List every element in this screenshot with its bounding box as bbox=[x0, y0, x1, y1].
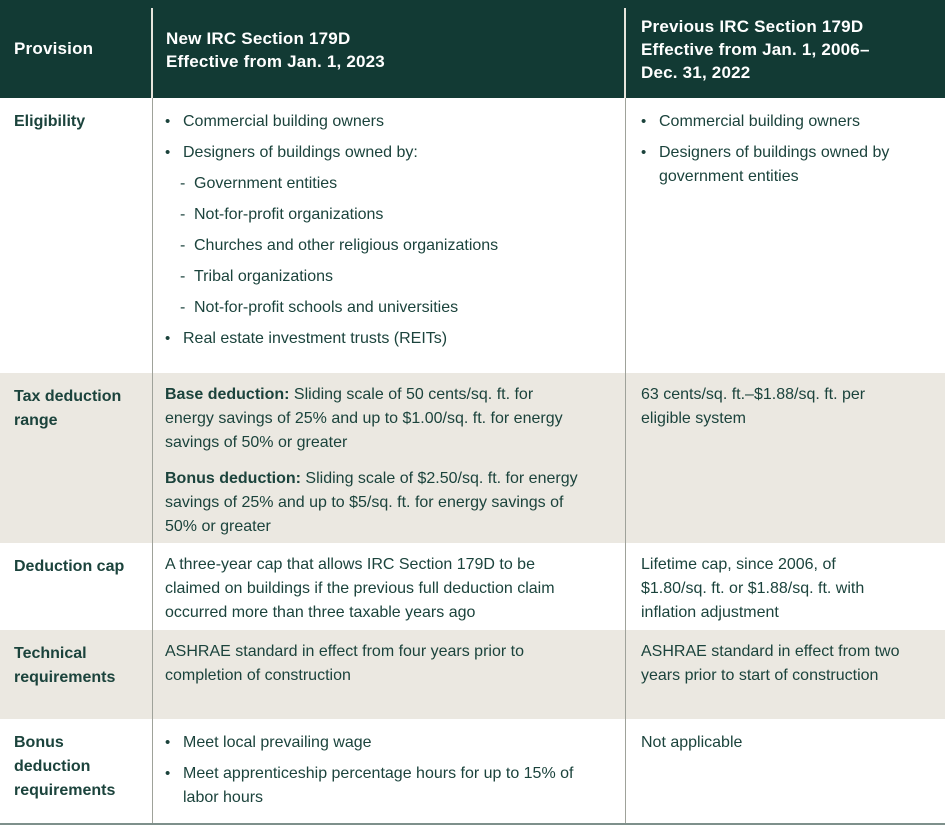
list-item-text: Meet local prevailing wage bbox=[183, 734, 372, 751]
cell-new-deduction-cap bbox=[152, 543, 625, 630]
dash-icon: - bbox=[180, 237, 186, 254]
list-item-text: Commercial building owners bbox=[183, 113, 384, 130]
bullet-icon: • bbox=[165, 144, 171, 161]
cell-prev-eligibility bbox=[625, 98, 945, 373]
bonus-requirements-list bbox=[165, 731, 579, 810]
list-item-text: Government entities bbox=[194, 175, 338, 192]
list-item bbox=[165, 762, 579, 810]
header-column-separator bbox=[624, 8, 626, 98]
sub-list-item bbox=[180, 265, 579, 289]
prev-bonus-requirements-text: Not applicable bbox=[641, 734, 743, 751]
row-bonus-deduction-requirements bbox=[0, 719, 945, 823]
prev-tax-deduction-text: 63 cents/sq. ft.–$1.88/sq. ft. per eligible system bbox=[641, 386, 866, 427]
list-item bbox=[641, 110, 900, 134]
dash-icon: - bbox=[180, 206, 186, 223]
header-new-line1: New IRC Section 179D bbox=[166, 29, 351, 48]
dash-icon: - bbox=[180, 299, 186, 316]
row-label-tax-deduction-range: Tax deduction range bbox=[14, 388, 122, 429]
base-deduction-paragraph bbox=[165, 383, 579, 455]
bullet-icon: • bbox=[641, 113, 647, 130]
list-item-text: Real estate investment trusts (REITs) bbox=[183, 330, 448, 347]
list-item bbox=[165, 327, 579, 351]
list-item bbox=[641, 141, 900, 189]
bullet-icon: • bbox=[165, 765, 171, 782]
cell-new-eligibility bbox=[152, 98, 625, 373]
sub-list-item bbox=[180, 234, 579, 258]
bonus-deduction-paragraph bbox=[165, 467, 579, 539]
header-prev-line3: Dec. 31, 2022 bbox=[641, 63, 751, 82]
row-tax-deduction-range bbox=[0, 373, 945, 543]
header-new-line2: Effective from Jan. 1, 2023 bbox=[166, 52, 385, 71]
bullet-icon: • bbox=[165, 113, 171, 130]
header-prev-line1: Previous IRC Section 179D bbox=[641, 17, 864, 36]
bullet-icon: • bbox=[641, 144, 647, 161]
row-label-deduction-cap: Deduction cap bbox=[14, 558, 125, 575]
cell-new-technical-requirements bbox=[152, 630, 625, 719]
list-item bbox=[165, 731, 579, 755]
header-cell-provision bbox=[0, 0, 152, 98]
bullet-icon: • bbox=[165, 330, 171, 347]
sub-list-item bbox=[180, 203, 579, 227]
row-label-bonus-deduction-requirements: Bonus deduction requirements bbox=[14, 734, 116, 799]
sub-list-item bbox=[180, 172, 579, 196]
eligibility-prev-list bbox=[641, 110, 900, 189]
row-deduction-cap bbox=[0, 543, 945, 630]
row-eligibility bbox=[0, 98, 945, 373]
new-deduction-cap-text: A three-year cap that allows IRC Section 179D to be claimed on buildings if the previous full deduction claim occurred more than three taxable years ago bbox=[165, 556, 555, 621]
eligibility-new-list bbox=[165, 110, 579, 351]
cell-new-bonus-deduction-requirements bbox=[152, 719, 625, 823]
cell-new-tax-deduction-range bbox=[152, 373, 625, 543]
list-item bbox=[165, 141, 579, 165]
cell-prev-technical-requirements bbox=[625, 630, 945, 719]
list-item-text: Designers of buildings owned by government entities bbox=[659, 144, 890, 185]
list-item-text: Meet apprenticeship percentage hours for up to 15% of labor hours bbox=[183, 765, 574, 806]
cell-prev-deduction-cap bbox=[625, 543, 945, 630]
list-item-text: Commercial building owners bbox=[659, 113, 860, 130]
sub-list-item bbox=[180, 296, 579, 320]
list-item-text: Not-for-profit organizations bbox=[194, 206, 384, 223]
bonus-deduction-text: Sliding scale of $2.50/sq. ft. for energy savings of 25% and up to $5/sq. ft. for energy savings of 50% or greater bbox=[165, 470, 578, 535]
list-item bbox=[165, 110, 579, 134]
table-header-row bbox=[0, 0, 945, 98]
list-item-text: Churches and other religious organizations bbox=[194, 237, 499, 254]
header-column-separator bbox=[151, 8, 153, 98]
prev-technical-requirements-text: ASHRAE standard in effect from two years prior to start of construction bbox=[641, 643, 900, 684]
row-label-technical-requirements: Technical requirements bbox=[14, 645, 116, 686]
base-deduction-lead: Base deduction: bbox=[165, 386, 290, 403]
header-cell-new-179d bbox=[152, 0, 625, 98]
table-bottom-rule bbox=[0, 823, 945, 835]
header-provision-label: Provision bbox=[14, 39, 94, 58]
row-label-eligibility: Eligibility bbox=[14, 113, 86, 130]
list-item-text: Tribal organizations bbox=[194, 268, 334, 285]
new-technical-requirements-text: ASHRAE standard in effect from four years prior to completion of construction bbox=[165, 643, 524, 684]
header-prev-line2: Effective from Jan. 1, 2006– bbox=[641, 40, 870, 59]
bonus-deduction-lead: Bonus deduction: bbox=[165, 470, 301, 487]
list-item-text: Designers of buildings owned by: bbox=[183, 144, 418, 161]
base-deduction-text: Sliding scale of 50 cents/sq. ft. for energy savings of 25% and up to $1.00/sq. ft. for energy savings of 50% or greater bbox=[165, 386, 563, 451]
row-technical-requirements bbox=[0, 630, 945, 719]
prev-deduction-cap-text: Lifetime cap, since 2006, of $1.80/sq. ft. or $1.88/sq. ft. with inflation adjustment bbox=[641, 556, 865, 621]
list-item-text: Not-for-profit schools and universities bbox=[194, 299, 459, 316]
dash-icon: - bbox=[180, 175, 186, 192]
cell-prev-tax-deduction-range bbox=[625, 373, 945, 543]
cell-prev-bonus-deduction-requirements bbox=[625, 719, 945, 823]
bullet-icon: • bbox=[165, 734, 171, 751]
dash-icon: - bbox=[180, 268, 186, 285]
header-cell-previous-179d bbox=[625, 0, 945, 98]
